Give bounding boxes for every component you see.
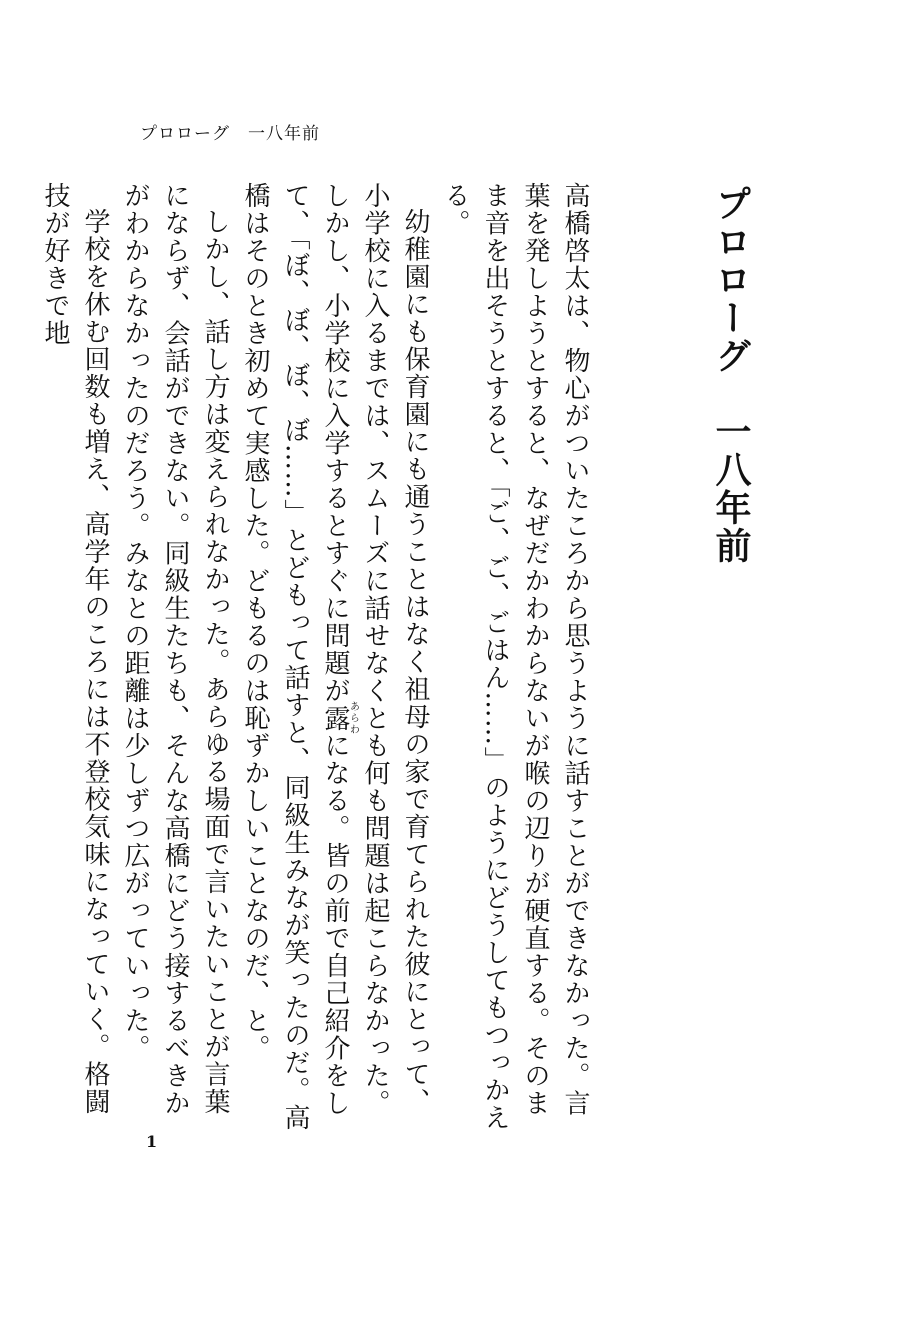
paragraph-3: しかし、話し方は変えられなかった。あらゆる場面で言いたいことが言葉にならず、会話ができない。同級生たちも、そんな高橋にどう接するべきかがわからなかったのだろう。みなとの距離は少しずつ広がっていった。 <box>120 182 230 1117</box>
paragraph-1: 高橋啓太は、物心がついたころから思うように話すことができなかった。言葉を発しようとすると、なぜだかわからないが喉の辺りが硬直する。そのまま音を出そうとすると、「ご、ご、ごはん……」のようにどうしてもつっかえる。 <box>440 182 590 1132</box>
chapter-title: プロローグ 一八年前 <box>710 185 751 565</box>
body-text <box>40 182 595 1142</box>
running-head: プロローグ 一八年前 <box>140 124 320 144</box>
paragraph-2-text-b: になる。皆の前で自己紹介をして、「ぼ、ぼ、ぼ、ぼ……」とどもって話すと、同級生みなが笑ったのだ。高橋はそのとき初めて実感した。どもるのは恥ずかしいことなのだ、と。 <box>240 182 350 1132</box>
paragraph-2 <box>235 182 435 1142</box>
ruby-reading: あらわ <box>347 701 359 736</box>
page-number: 1 <box>146 1132 158 1151</box>
ruby-arawa <box>320 701 359 736</box>
paragraph-4: 学校を休む回数も増え、高学年のころには不登校気味になっていく。格闘技が好きで地 <box>40 182 110 1116</box>
paragraph-2-text-a: 幼稚園にも保育園にも通うことはなく祖母の家で育てられた彼にとって、小学校に入るまでは、スムーズに話せなくとも何も問題は起こらなかった。しかし、小学校に入学するとすぐに問題が <box>320 182 430 1117</box>
ruby-base: 露 <box>320 701 350 736</box>
